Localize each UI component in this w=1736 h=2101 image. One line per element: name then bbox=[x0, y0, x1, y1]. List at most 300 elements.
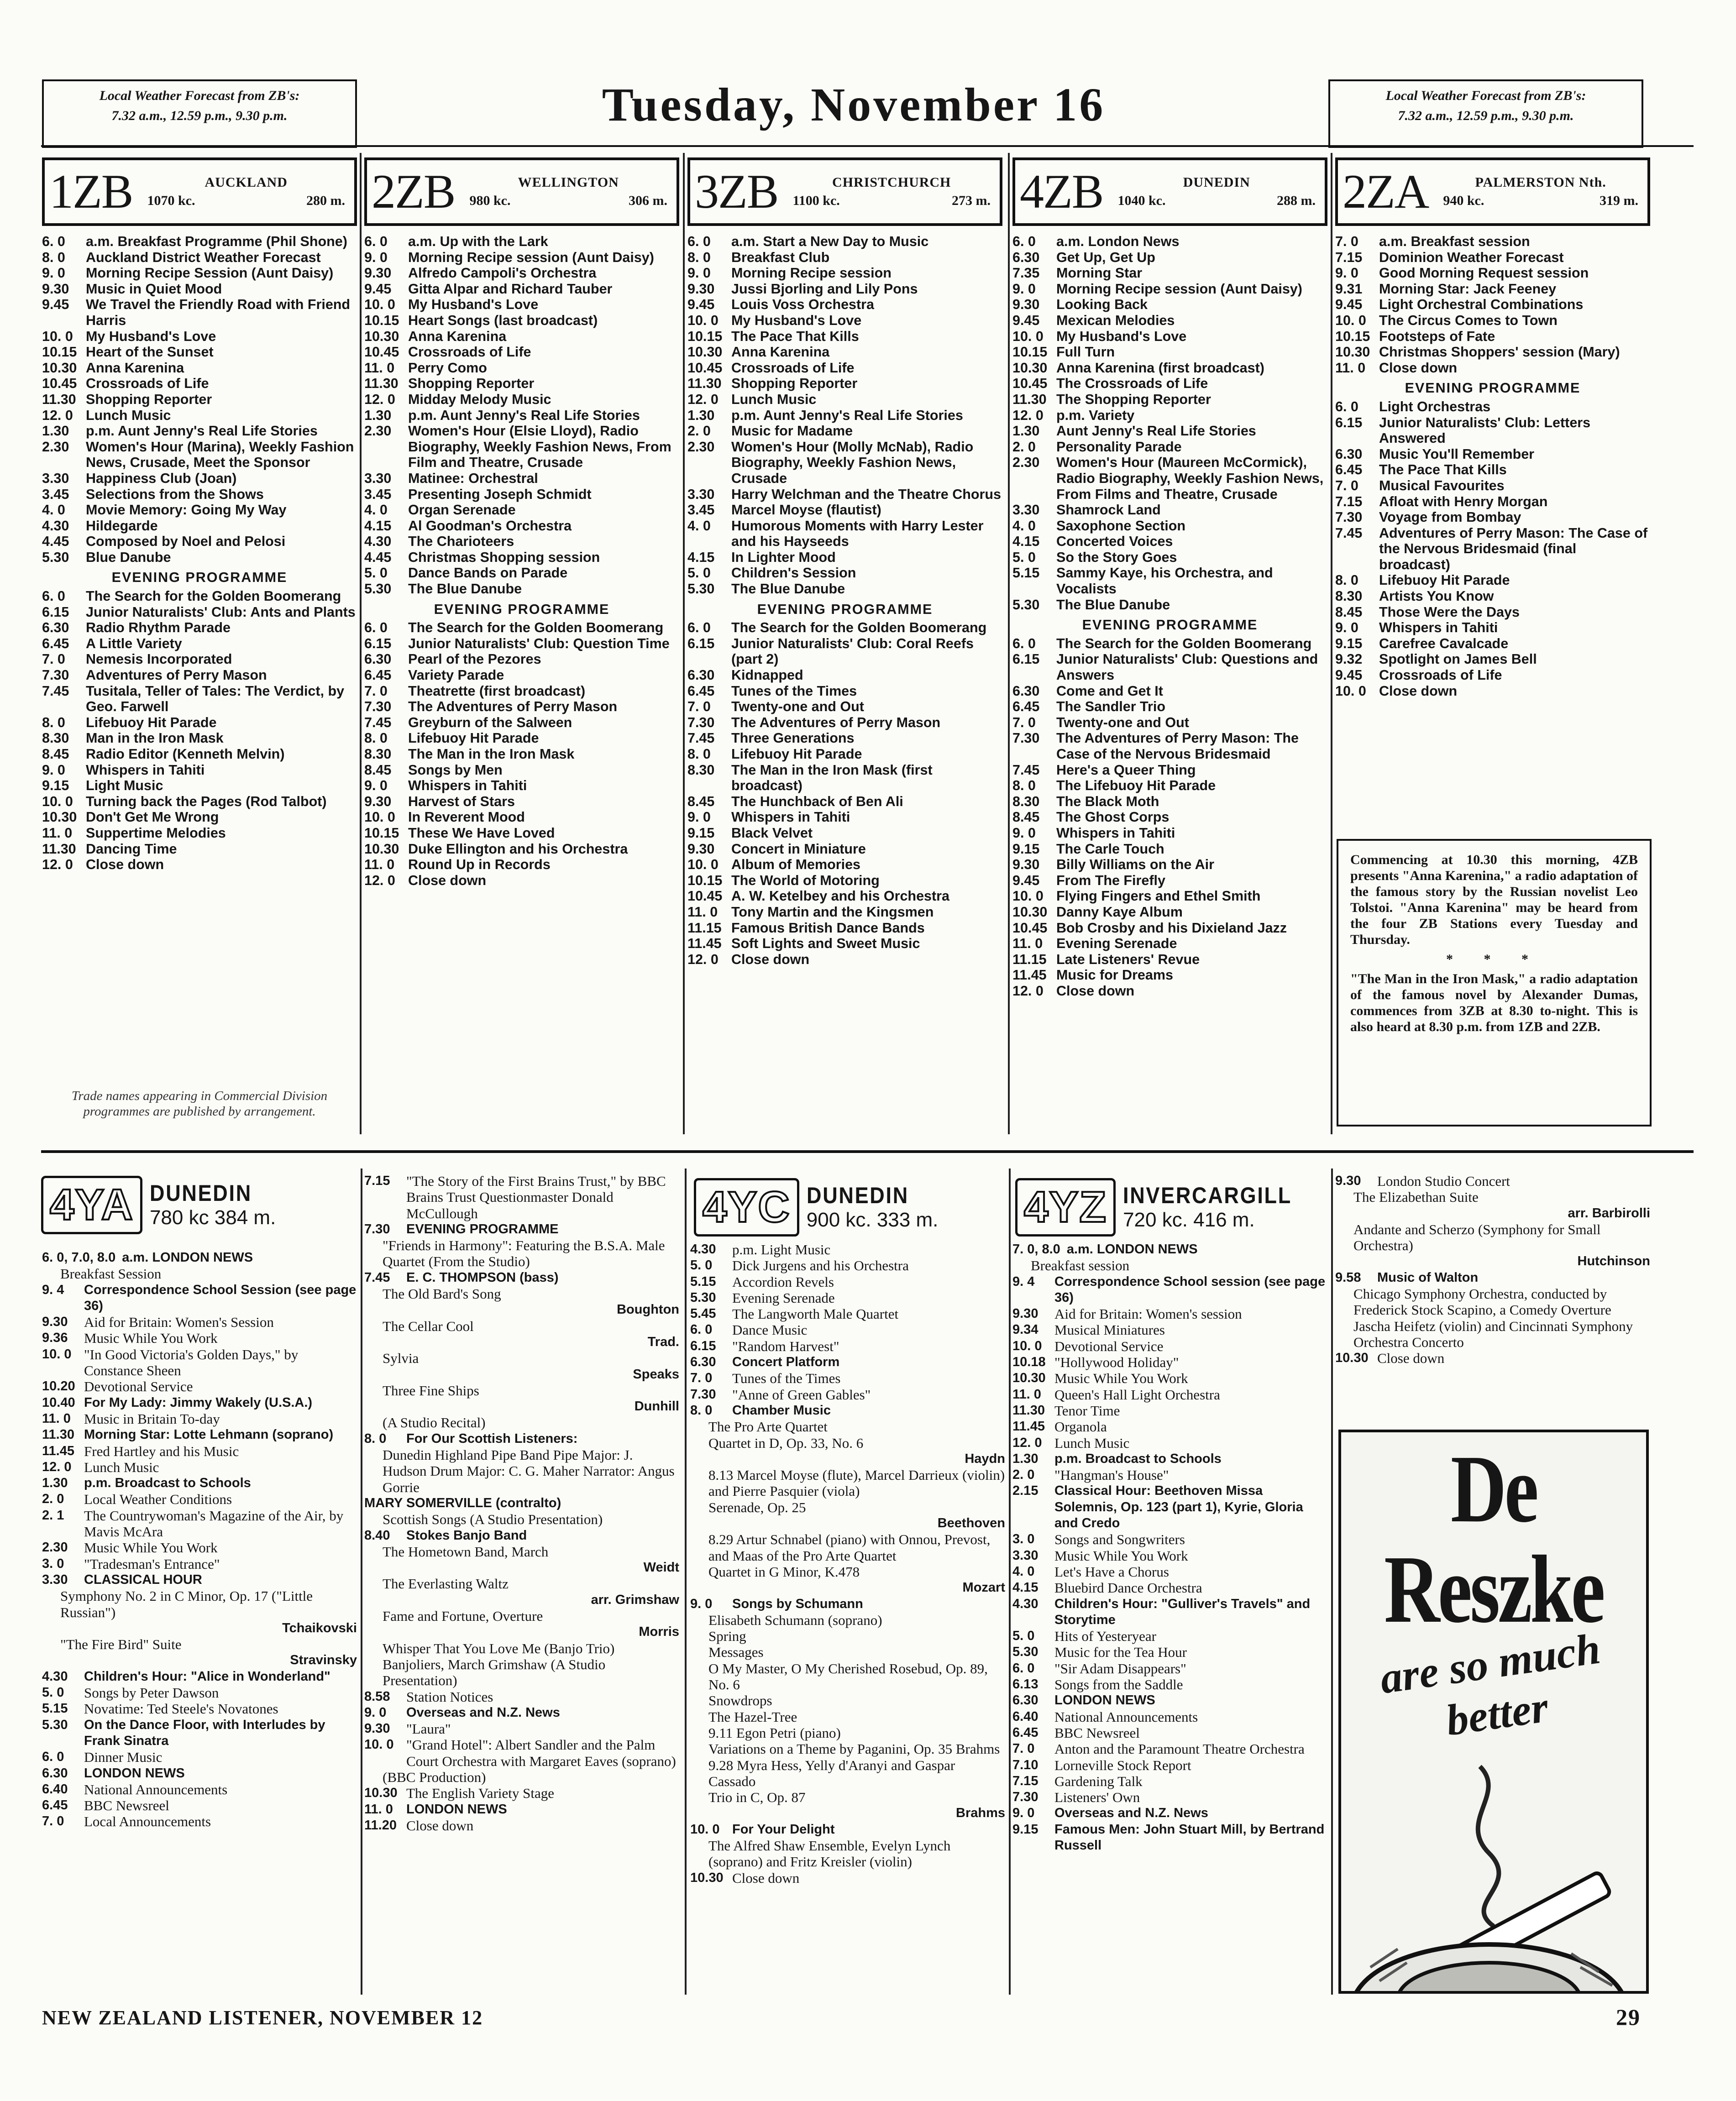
column-rule bbox=[685, 1168, 687, 1995]
programme-title: Breakfast Club bbox=[731, 249, 830, 265]
programme-item bbox=[364, 250, 679, 266]
4yz-programme-list-continued bbox=[1335, 1173, 1650, 1367]
programme-title: Women's Hour (Molly McNab), Radio Biography, Weekly Fashion News, Crusade bbox=[731, 439, 974, 486]
programme-item bbox=[42, 1766, 357, 1781]
programme-title: Light Music bbox=[86, 778, 163, 794]
programme-time: 3.45 bbox=[364, 486, 392, 502]
programme-time: 9. 0 bbox=[364, 1705, 387, 1720]
programme-title: The Hunchback of Ben Ali bbox=[731, 793, 903, 809]
programme-item bbox=[42, 651, 357, 667]
programme-time: 6.30 bbox=[1335, 446, 1363, 462]
programme-time: 6.45 bbox=[42, 1798, 68, 1813]
programme-item bbox=[42, 730, 357, 746]
de-reszke-advertisement bbox=[1338, 1430, 1649, 1994]
programme-time: 1.30 bbox=[1012, 1451, 1038, 1466]
programme-item bbox=[687, 487, 1002, 503]
programme-item bbox=[1012, 715, 1327, 731]
programme-detail: Snowdrops bbox=[708, 1692, 772, 1709]
programme-time: 7.30 bbox=[1335, 509, 1363, 525]
programme-title: Radio Editor (Kenneth Melvin) bbox=[86, 746, 285, 762]
programme-detail: Banjoliers, March Grimshaw (A Studio Presentation) bbox=[383, 1656, 606, 1689]
programme-time: 5.30 bbox=[42, 1717, 68, 1732]
programme-item bbox=[364, 730, 679, 746]
programme-title: Close down bbox=[1379, 360, 1458, 376]
programme-title: A Little Variety bbox=[86, 635, 182, 651]
programme-time: 12. 0 bbox=[42, 1459, 72, 1474]
programme-title: Jussi Bjorling and Lily Pons bbox=[731, 281, 918, 297]
programme-title: Tony Martin and the Kingsmen bbox=[731, 904, 934, 920]
programme-item bbox=[687, 439, 1002, 487]
programme-title: Lunch Music bbox=[731, 391, 817, 407]
programme-item bbox=[687, 502, 1002, 518]
programme-title: Matinee: Orchestral bbox=[408, 470, 538, 486]
composer-credit: Boughton bbox=[617, 1302, 679, 1317]
column-rule bbox=[1008, 153, 1010, 1134]
composer-credit: arr. Grimshaw bbox=[591, 1592, 679, 1607]
programme-title: Tunes of the Times bbox=[731, 683, 857, 699]
programme-time: 10.18 bbox=[1012, 1355, 1046, 1370]
programme-title: LONDON NEWS bbox=[1054, 1693, 1155, 1708]
programme-title: Late Listeners' Revue bbox=[1056, 951, 1200, 967]
programme-title: The Sandler Trio bbox=[1056, 699, 1165, 715]
programme-time: 6. 0 bbox=[42, 588, 65, 604]
programme-title: Christmas Shopping session bbox=[408, 549, 600, 565]
programme-item bbox=[690, 1387, 1005, 1403]
programme-time: 9.30 bbox=[42, 1315, 68, 1330]
programme-item bbox=[1335, 297, 1650, 313]
programme-title: Music While You Work bbox=[1054, 1370, 1188, 1387]
programme-item bbox=[1012, 565, 1327, 597]
programme-title: BBC Newsreel bbox=[84, 1797, 169, 1814]
programme-title: "Grand Hotel": Albert Sandler and the Palm Court Orchestra with Margaret Eaves (soprano) bbox=[406, 1737, 676, 1769]
programme-time: 4.30 bbox=[42, 1669, 68, 1684]
programme-title: The Pace That Kills bbox=[1379, 462, 1507, 478]
programme-title: The Search for the Golden Boomerang bbox=[1056, 635, 1312, 651]
programme-title: Listeners' Own bbox=[1054, 1789, 1140, 1806]
programme-item bbox=[42, 329, 357, 345]
programme-title: Music for the Tea Hour bbox=[1054, 1644, 1187, 1661]
programme-item bbox=[1012, 376, 1327, 392]
programme-item bbox=[364, 502, 679, 518]
programme-item bbox=[364, 825, 679, 841]
programme-time: 5.30 bbox=[687, 581, 715, 597]
programme-item bbox=[1012, 888, 1327, 904]
programme-time: 7.30 bbox=[42, 667, 69, 683]
programme-item bbox=[364, 360, 679, 376]
composer-credit: Mozart bbox=[962, 1580, 1005, 1595]
programme-item bbox=[690, 1338, 1005, 1354]
programme-title: Close down bbox=[732, 1870, 800, 1886]
composer-credit: Morris bbox=[639, 1624, 679, 1640]
3zb-city: CHRISTCHURCH bbox=[832, 175, 951, 190]
programme-title: Junior Naturalists' Club: Letters Answered bbox=[1379, 414, 1591, 446]
programme-time: 10.45 bbox=[364, 344, 399, 360]
weather-line-2: 7.32 a.m., 12.59 p.m., 9.30 p.m. bbox=[111, 108, 288, 123]
composer-credit: Stravinsky bbox=[290, 1653, 357, 1668]
programme-item bbox=[42, 550, 357, 566]
programme-time: 2. 0 bbox=[42, 1492, 64, 1507]
programme-time: 4. 0 bbox=[42, 502, 65, 518]
programme-detail: Quartet in D, Op. 33, No. 6 bbox=[708, 1435, 864, 1451]
programme-item bbox=[1012, 857, 1327, 873]
3zb-call-sign: 3ZB bbox=[695, 165, 778, 218]
programme-item bbox=[1012, 408, 1327, 424]
programme-time: 9.30 bbox=[687, 841, 715, 857]
programme-item bbox=[1012, 1822, 1327, 1854]
programme-title: Twenty-one and Out bbox=[1056, 714, 1189, 730]
programme-time: 10.30 bbox=[1012, 904, 1048, 920]
programme-title: The Search for the Golden Boomerang bbox=[408, 620, 664, 636]
programme-item bbox=[364, 794, 679, 810]
programme-detail: Elisabeth Schumann (soprano) bbox=[708, 1612, 882, 1628]
weather-forecast-left bbox=[42, 79, 357, 148]
programme-time: 10. 0 bbox=[1012, 1338, 1042, 1353]
programme-title: Looking Back bbox=[1056, 297, 1148, 313]
programme-item bbox=[42, 667, 357, 683]
2za-programme-list bbox=[1335, 234, 1650, 699]
station-header-2zb bbox=[364, 157, 679, 226]
programme-time: 7.30 bbox=[1012, 1790, 1038, 1805]
programme-time: 9. 0 bbox=[42, 762, 65, 778]
programme-title: Lifebuoy Hit Parade bbox=[731, 746, 862, 762]
notice-paragraph-1: Commencing at 10.30 this morning, 4ZB presents "Anna Karenina," a radio adaptation of the famous story by the Russian novelist Leo Tolstoi. "Anna Karenina" may be heard from the four ZB Stations every Tuesday and Thursday. bbox=[1350, 852, 1638, 947]
programme-item bbox=[687, 376, 1002, 392]
programme-item bbox=[687, 857, 1002, 873]
programme-title: The Adventures of Perry Mason bbox=[731, 714, 941, 730]
programme-item bbox=[42, 857, 357, 873]
programme-time: 11. 0 bbox=[1335, 360, 1366, 376]
programme-title: Bluebird Dance Orchestra bbox=[1054, 1580, 1202, 1596]
programme-title: Music While You Work bbox=[84, 1330, 218, 1347]
programme-item bbox=[1012, 1531, 1327, 1547]
programme-title: Black Velvet bbox=[731, 825, 813, 841]
programme-time: 6. 0 bbox=[687, 620, 711, 636]
4yc-city: DUNEDIN bbox=[806, 1183, 909, 1208]
programme-item bbox=[364, 392, 679, 408]
programme-item bbox=[1012, 920, 1327, 936]
programme-time: 10.40 bbox=[42, 1395, 75, 1410]
programme-title: CLASSICAL HOUR bbox=[84, 1572, 202, 1587]
programme-item bbox=[1335, 313, 1650, 329]
programme-title: "Hangman's House" bbox=[1054, 1467, 1169, 1483]
programme-detail: 9.28 Myra Hess, Yelly d'Aranyi and Gaspar Cassado bbox=[708, 1757, 955, 1789]
station-header-2za bbox=[1335, 157, 1650, 226]
programme-title: Round Up in Records bbox=[408, 857, 551, 873]
programme-time: 3.30 bbox=[42, 470, 69, 486]
programme-time: 11.30 bbox=[42, 391, 76, 407]
programme-time: 9. 4 bbox=[42, 1282, 64, 1297]
programme-detail: Quartet in G Minor, K.478 bbox=[708, 1563, 860, 1580]
programme-item bbox=[1335, 281, 1650, 297]
programme-title: The Blue Danube bbox=[408, 581, 522, 597]
programme-time: 10.30 bbox=[1335, 1351, 1369, 1366]
programme-item bbox=[1012, 1580, 1327, 1596]
1zb-call-sign: 1ZB bbox=[49, 165, 133, 218]
programme-title: Musical Miniatures bbox=[1054, 1322, 1165, 1338]
programme-title: LONDON NEWS bbox=[406, 1802, 507, 1817]
programme-title: The Lifebuoy Hit Parade bbox=[1056, 778, 1216, 794]
programme-item bbox=[1012, 439, 1327, 455]
programme-title: Close down bbox=[1377, 1350, 1445, 1367]
column-rule bbox=[683, 153, 685, 1134]
programme-time: 6.30 bbox=[690, 1355, 716, 1370]
programme-time: 4. 0 bbox=[1012, 1564, 1035, 1579]
weather-line-2: 7.32 a.m., 12.59 p.m., 9.30 p.m. bbox=[1398, 108, 1574, 123]
programme-item bbox=[42, 1459, 357, 1475]
programme-time: 9.30 bbox=[1012, 1306, 1038, 1321]
programme-time: 8.30 bbox=[42, 730, 69, 746]
programme-time: 1.30 bbox=[42, 1476, 68, 1491]
programme-title: Perry Como bbox=[408, 360, 487, 376]
programme-title: The Man in the Iron Mask (first broadcast) bbox=[731, 762, 933, 794]
programme-item bbox=[364, 1173, 679, 1221]
station-header-4ya bbox=[41, 1173, 361, 1237]
programme-item bbox=[364, 1818, 679, 1834]
programme-title: Music While You Work bbox=[84, 1540, 218, 1556]
programme-time: 2.30 bbox=[364, 423, 392, 439]
programme-item bbox=[42, 1717, 357, 1750]
programme-time: 6. 0, 7.0, 8.0 bbox=[42, 1250, 116, 1265]
programme-time: 2.30 bbox=[687, 439, 715, 455]
programme-item bbox=[690, 1370, 1005, 1386]
programme-time: 5.30 bbox=[42, 549, 69, 565]
anna-karenina-notice bbox=[1337, 839, 1652, 1126]
programme-item bbox=[1012, 250, 1327, 266]
composer-credit: Hutchinson bbox=[1577, 1254, 1650, 1269]
programme-detail: 9.11 Egon Petri (piano) bbox=[708, 1724, 841, 1741]
programme-detail: Sylvia bbox=[383, 1350, 419, 1367]
programme-time: 5. 0 bbox=[364, 565, 388, 581]
programme-title: My Husband's Love bbox=[731, 312, 862, 328]
programme-title: Junior Naturalists' Club: Coral Reefs (part 2) bbox=[731, 635, 974, 667]
programme-time: 9.34 bbox=[1012, 1322, 1038, 1337]
programme-time: 5. 0 bbox=[42, 1685, 64, 1700]
programme-item bbox=[42, 344, 357, 360]
composer-credit: Tchaikovski bbox=[282, 1620, 357, 1635]
programme-time: 11.30 bbox=[1012, 1403, 1045, 1418]
programme-time: 7.45 bbox=[364, 714, 392, 730]
programme-title: Musical Favourites bbox=[1379, 477, 1505, 493]
programme-title: The Black Moth bbox=[1056, 793, 1159, 809]
programme-time: 7.45 bbox=[687, 730, 715, 746]
programme-title: National Announcements bbox=[84, 1781, 228, 1797]
programme-time: 6. 0 bbox=[687, 234, 711, 249]
programme-time: 10.30 bbox=[364, 328, 399, 344]
programme-item bbox=[1012, 234, 1327, 250]
programme-item bbox=[42, 502, 357, 518]
programme-title: a.m. Breakfast Programme (Phil Shone) bbox=[86, 234, 347, 249]
programme-time: 7.45 bbox=[42, 683, 69, 699]
programme-time: 8.58 bbox=[364, 1689, 390, 1704]
programme-detail: (A Studio Recital) bbox=[383, 1415, 486, 1431]
programme-item bbox=[687, 281, 1002, 297]
programme-item bbox=[687, 952, 1002, 968]
programme-title: The Charioteers bbox=[408, 534, 514, 550]
programme-item bbox=[364, 746, 679, 762]
programme-title: MARY SOMERVILLE (contralto) bbox=[364, 1495, 561, 1510]
programme-title: Music for Madame bbox=[731, 423, 853, 439]
programme-time: 6.30 bbox=[1012, 1693, 1038, 1708]
programme-title: p.m. Aunt Jenny's Real Life Stories bbox=[408, 407, 640, 423]
programme-title: Dancing Time bbox=[86, 841, 177, 857]
programme-title: My Husband's Love bbox=[408, 297, 539, 313]
programme-time: 10.15 bbox=[364, 312, 399, 328]
programme-time: 7.15 bbox=[1335, 249, 1363, 265]
programme-title: p.m. Broadcast to Schools bbox=[1054, 1451, 1222, 1466]
programme-title: Close down bbox=[86, 857, 164, 873]
programme-item bbox=[1335, 415, 1650, 446]
1zb-city: AUCKLAND bbox=[205, 175, 288, 190]
programme-time: 7.45 bbox=[364, 1270, 390, 1285]
programme-time: 12. 0 bbox=[364, 391, 395, 407]
programme-item bbox=[364, 518, 679, 534]
programme-item bbox=[1012, 1306, 1327, 1322]
programme-title: The Crossroads of Life bbox=[1056, 376, 1208, 392]
programme-item bbox=[42, 746, 357, 762]
programme-item bbox=[42, 250, 357, 266]
programme-item bbox=[1012, 904, 1327, 920]
programme-title: Kidnapped bbox=[731, 667, 803, 683]
programme-item bbox=[42, 778, 357, 794]
column-rule bbox=[1331, 153, 1332, 1134]
programme-title: Whispers in Tahiti bbox=[1379, 620, 1498, 636]
programme-time: 9. 0 bbox=[687, 809, 711, 825]
2za-metres: 319 m. bbox=[1600, 193, 1638, 208]
programme-title: Close down bbox=[406, 1817, 474, 1834]
top-divider bbox=[41, 145, 1694, 147]
programme-item bbox=[42, 297, 357, 328]
programme-detail: The Everlasting Waltz bbox=[383, 1576, 509, 1592]
programme-time: 7.15 bbox=[1012, 1773, 1038, 1788]
programme-title: Anna Karenina bbox=[731, 344, 830, 360]
programme-title: Evening Serenade bbox=[1056, 936, 1177, 952]
programme-time: 10.30 bbox=[42, 809, 77, 825]
programme-title: Sammy Kaye, his Orchestra, and Vocalists bbox=[1056, 565, 1273, 597]
programme-title: Danny Kaye Album bbox=[1056, 904, 1183, 920]
programme-time: 12. 0 bbox=[687, 391, 719, 407]
programme-title: Shopping Reporter bbox=[86, 391, 212, 407]
programme-time: 8.30 bbox=[687, 762, 715, 778]
programme-item bbox=[364, 699, 679, 715]
programme-detail: Serenade, Op. 25 bbox=[708, 1499, 806, 1515]
programme-title: The English Variety Stage bbox=[406, 1785, 555, 1802]
programme-detail: "The Fire Bird" Suite bbox=[60, 1636, 182, 1653]
programme-time: 7. 0, 8.0 bbox=[1012, 1242, 1060, 1257]
programme-item bbox=[1012, 730, 1327, 762]
programme-time: 5. 0 bbox=[690, 1258, 713, 1273]
programme-time: 10.15 bbox=[42, 344, 77, 360]
programme-title: Junior Naturalists' Club: Question Time bbox=[408, 635, 670, 651]
4yz-frequency: 720 kc. 416 m. bbox=[1123, 1209, 1255, 1231]
programme-time: 12. 0 bbox=[42, 407, 73, 423]
programme-item bbox=[1012, 1677, 1327, 1692]
3zb-metres: 273 m. bbox=[952, 193, 991, 208]
4zb-programme-list bbox=[1012, 234, 1327, 999]
programme-time: 10. 0 bbox=[42, 1347, 72, 1362]
programme-item bbox=[1012, 762, 1327, 778]
programme-time: 9.30 bbox=[364, 793, 392, 809]
programme-time: 6.45 bbox=[1335, 462, 1363, 478]
programme-item bbox=[42, 1314, 357, 1330]
programme-detail: The Pro Arte Quartet bbox=[708, 1419, 828, 1435]
2zb-kilocycles: 980 kc. bbox=[469, 193, 511, 208]
4yz-city: INVERCARGILL bbox=[1123, 1183, 1292, 1208]
programme-item bbox=[42, 265, 357, 281]
programme-time: 3. 0 bbox=[1012, 1532, 1035, 1547]
programme-title: Concert in Miniature bbox=[731, 841, 866, 857]
programme-time: 4.15 bbox=[1012, 534, 1040, 550]
programme-time: 6.15 bbox=[687, 635, 715, 651]
programme-time: 11. 0 bbox=[42, 825, 73, 841]
programme-title: Happiness Club (Joan) bbox=[86, 470, 237, 486]
programme-item bbox=[1012, 281, 1327, 297]
programme-time: 11.30 bbox=[42, 1427, 74, 1442]
evening-programme-heading: EVENING PROGRAMME bbox=[757, 601, 933, 617]
programme-time: 9.45 bbox=[364, 281, 392, 297]
programme-time: 7.45 bbox=[1335, 525, 1363, 541]
programme-item bbox=[687, 518, 1002, 550]
programme-item bbox=[42, 423, 357, 439]
programme-time: 6.30 bbox=[1012, 683, 1040, 699]
programme-title: Light Orchestral Combinations bbox=[1379, 297, 1584, 313]
programme-item bbox=[687, 809, 1002, 825]
programme-item bbox=[1012, 1725, 1327, 1741]
programme-time: 5.30 bbox=[690, 1290, 716, 1305]
programme-item bbox=[1012, 1435, 1327, 1451]
programme-time: 5.15 bbox=[690, 1274, 716, 1289]
programme-title: Duke Ellington and his Orchestra bbox=[408, 841, 628, 857]
programme-item bbox=[1012, 1387, 1327, 1403]
programme-item bbox=[364, 1737, 679, 1769]
programme-title: Footsteps of Fate bbox=[1379, 328, 1495, 344]
programme-title: "In Good Victoria's Golden Days," by Constance Sheen bbox=[84, 1346, 299, 1379]
programme-item bbox=[1335, 509, 1650, 525]
programme-title: Movie Memory: Going My Way bbox=[86, 502, 287, 518]
programme-time: 10.45 bbox=[1012, 376, 1048, 392]
programme-title: A. W. Ketelbey and his Orchestra bbox=[731, 888, 949, 904]
programme-detail: 8.29 Artur Schnabel (piano) with Onnou, Prevost, and Maas of the Pro Arte Quartet bbox=[708, 1531, 991, 1564]
programme-item bbox=[364, 1705, 679, 1721]
programme-time: 8. 0 bbox=[1335, 572, 1358, 588]
programme-title: Tenor Time bbox=[1054, 1402, 1120, 1419]
programme-time: 10. 0 bbox=[690, 1822, 720, 1837]
programme-item bbox=[1012, 1644, 1327, 1660]
programme-time: 9.45 bbox=[1335, 667, 1363, 683]
programme-item bbox=[42, 1572, 357, 1588]
programme-item bbox=[690, 1322, 1005, 1338]
programme-title: Twenty-one and Out bbox=[731, 699, 864, 715]
programme-item bbox=[1335, 329, 1650, 345]
programme-detail: O My Master, O My Cherished Rosebud, Op. 89, No. 6 bbox=[708, 1660, 988, 1693]
programme-time: 11.15 bbox=[687, 920, 722, 936]
programme-item bbox=[1012, 1483, 1327, 1531]
programme-title: Al Goodman's Orchestra bbox=[408, 518, 572, 534]
programme-title: So the Story Goes bbox=[1056, 549, 1177, 565]
programme-item bbox=[687, 825, 1002, 841]
programme-detail: Fame and Fortune, Overture bbox=[383, 1608, 543, 1624]
programme-time: 9. 0 bbox=[690, 1596, 713, 1611]
programme-item bbox=[364, 376, 679, 392]
programme-title: Tunes of the Times bbox=[732, 1370, 841, 1387]
programme-title: Full Turn bbox=[1056, 344, 1115, 360]
programme-time: 10. 0 bbox=[1335, 312, 1366, 328]
programme-time: 6.40 bbox=[42, 1781, 68, 1797]
programme-title: Lunch Music bbox=[1054, 1435, 1130, 1451]
programme-detail: (BBC Production) bbox=[383, 1769, 486, 1785]
programme-time: 4.15 bbox=[364, 518, 392, 534]
programme-title: Lorneville Stock Report bbox=[1054, 1757, 1191, 1773]
programme-item bbox=[42, 1347, 357, 1379]
